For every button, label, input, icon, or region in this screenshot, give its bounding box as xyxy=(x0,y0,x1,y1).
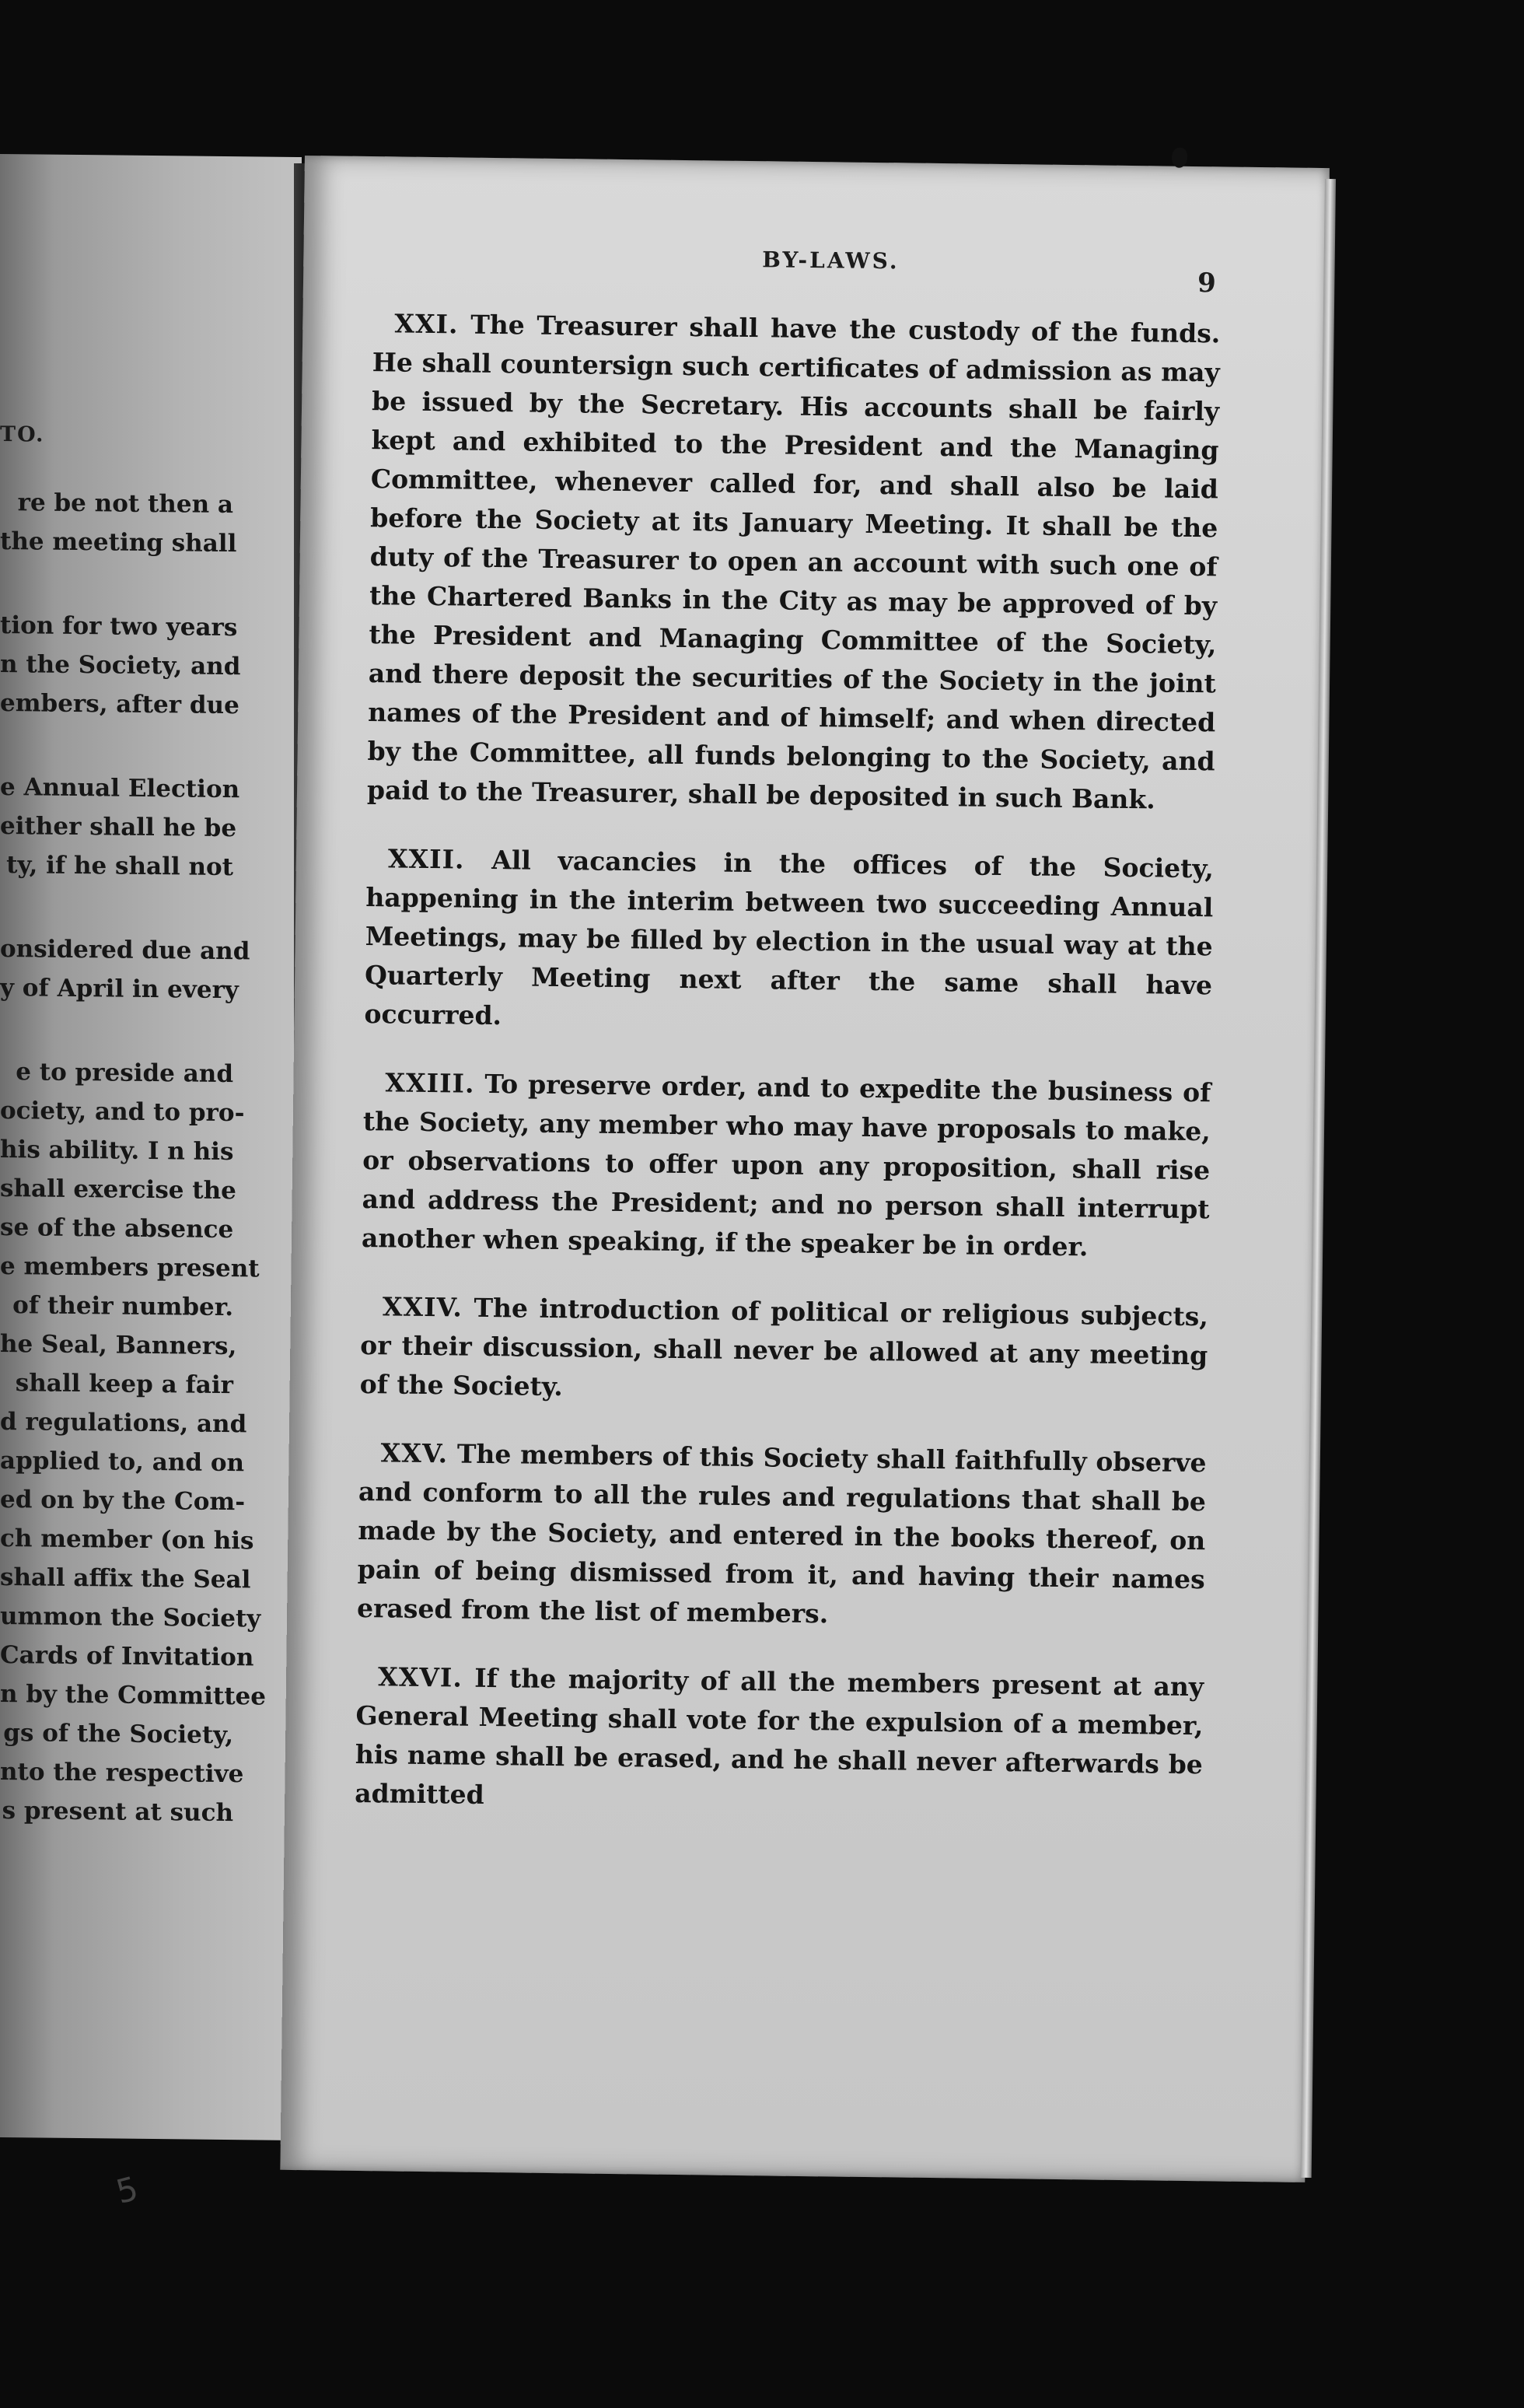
left-page-line: applied to, and on xyxy=(0,1446,245,1478)
by-law-paragraph xyxy=(355,1657,1204,1823)
left-page-line: the meeting shall xyxy=(0,527,237,558)
by-law-text: If the majority of all the members present at any General Meeting shall vote for the expulsion of a member, his name shall be erased, and he shall never afterwards be admitted xyxy=(355,1662,1204,1810)
left-page-line: of their number. xyxy=(12,1291,233,1322)
by-law-paragraph xyxy=(364,839,1214,1044)
left-page-line: e members present xyxy=(0,1251,260,1283)
line-gap xyxy=(0,728,233,775)
by-law-number: XXVI. xyxy=(377,1661,463,1693)
by-law-number: XXIII. xyxy=(385,1067,475,1099)
by-law-number: XXIV. xyxy=(382,1291,463,1323)
left-page xyxy=(0,154,302,2211)
by-law-text: The introduction of political or religious subjects, or their discussion, shall never be allowed at any meeting of the Society. xyxy=(359,1292,1209,1402)
left-page-line: his ability. I n his xyxy=(0,1135,234,1167)
running-head: BY-LAWS. xyxy=(762,247,900,275)
ink-spot-icon xyxy=(1172,148,1187,168)
by-law-paragraph xyxy=(359,1287,1208,1414)
line-gap xyxy=(0,566,233,614)
left-page-line: ed on by the Com- xyxy=(0,1485,246,1517)
line-gap xyxy=(0,1013,233,1060)
by-law-paragraph xyxy=(367,304,1221,820)
left-page-line: e to preside and xyxy=(16,1058,233,1089)
left-page-line: shall affix the Seal xyxy=(0,1563,251,1594)
line-gap xyxy=(0,890,233,937)
left-page-line: embers, after due xyxy=(0,688,239,720)
left-page-line: y of April in every xyxy=(0,973,239,1005)
left-page-line: tion for two years xyxy=(0,611,238,642)
left-page-line: he Seal, Banners, xyxy=(0,1329,237,1361)
left-page-line: se of the absence xyxy=(0,1213,234,1244)
by-law-paragraph xyxy=(357,1433,1207,1638)
page-number: 9 xyxy=(1197,268,1216,299)
left-page-line: ummon the Society xyxy=(0,1601,261,1633)
left-page-line: n by the Committee xyxy=(0,1679,266,1711)
left-page-line: e Annual Election xyxy=(0,772,240,804)
by-law-text: All vacancies in the offices of the Society, happening in the interim between two succeeding Annual Meetings, may be filled by election in the usual way at the Quarterly Meeting next after the same shall have occurred. xyxy=(364,845,1215,1031)
left-page-line: d regulations, and xyxy=(0,1407,247,1439)
left-page-line: gs of the Society, xyxy=(3,1719,233,1750)
left-page-line: either shall he be xyxy=(0,811,237,843)
left-page-line: re be not then a xyxy=(17,488,233,520)
by-law-text: The members of this Society shall faithfully observe and conform to all the rules and regulations that shall be made by the Society, and entered in the books thereof, on pain of being dismissed from it, and having their names erased from the list of members. xyxy=(356,1438,1207,1629)
pencil-mark: 5 xyxy=(112,2168,142,2211)
left-page-line: nto the respective xyxy=(0,1757,244,1789)
by-law-number: XXII. xyxy=(387,843,465,875)
left-page-line: n the Society, and xyxy=(0,649,241,681)
left-page-line: shall keep a fair xyxy=(15,1369,233,1400)
by-law-number: XXI. xyxy=(394,308,459,340)
left-page-line: ociety, and to pro- xyxy=(0,1096,245,1128)
left-page-text xyxy=(0,488,266,1838)
left-page-header: TO. xyxy=(0,422,45,447)
left-page-line: ch member (on his xyxy=(0,1524,254,1556)
by-law-number: XXV. xyxy=(380,1437,449,1469)
by-law-paragraph xyxy=(362,1063,1211,1268)
left-page-line: Cards of Invitation xyxy=(0,1640,254,1672)
left-page-line: onsidered due and xyxy=(0,934,250,966)
left-page-line: shall exercise the xyxy=(0,1174,236,1206)
left-page-line: ty, if he shall not xyxy=(6,851,233,882)
by-law-text: The Treasurer shall have the custody of the funds. He shall countersign such certificates of admission as may be issued by the Secretary. His accounts shall be fairly kept and exhibited to the President and the Managing Committee, whenever called for, and shall also be laid before the Society at its January Meeting. It shall be the duty of the Treasurer to open an account with such one of the Chartered Banks in the City as may be approved of by the President and Managing Committee of the Society, and there deposit the securities of the Society in the joint names of the President and of himself; and when directed by the Committee, all funds belonging to the Society, and paid to the Treasurer, shall be deposited in such Bank. xyxy=(366,309,1221,815)
right-page xyxy=(280,156,1330,2182)
by-law-text: To preserve order, and to expedite the business of the Society, any member who may have proposals to make, or observations to offer upon any proposition, shall rise and address the President; and no person shall interrupt another when speaking, if the speaker be in order. xyxy=(361,1068,1211,1262)
by-laws-body xyxy=(355,304,1221,1853)
left-page-line: s present at such xyxy=(2,1796,233,1828)
